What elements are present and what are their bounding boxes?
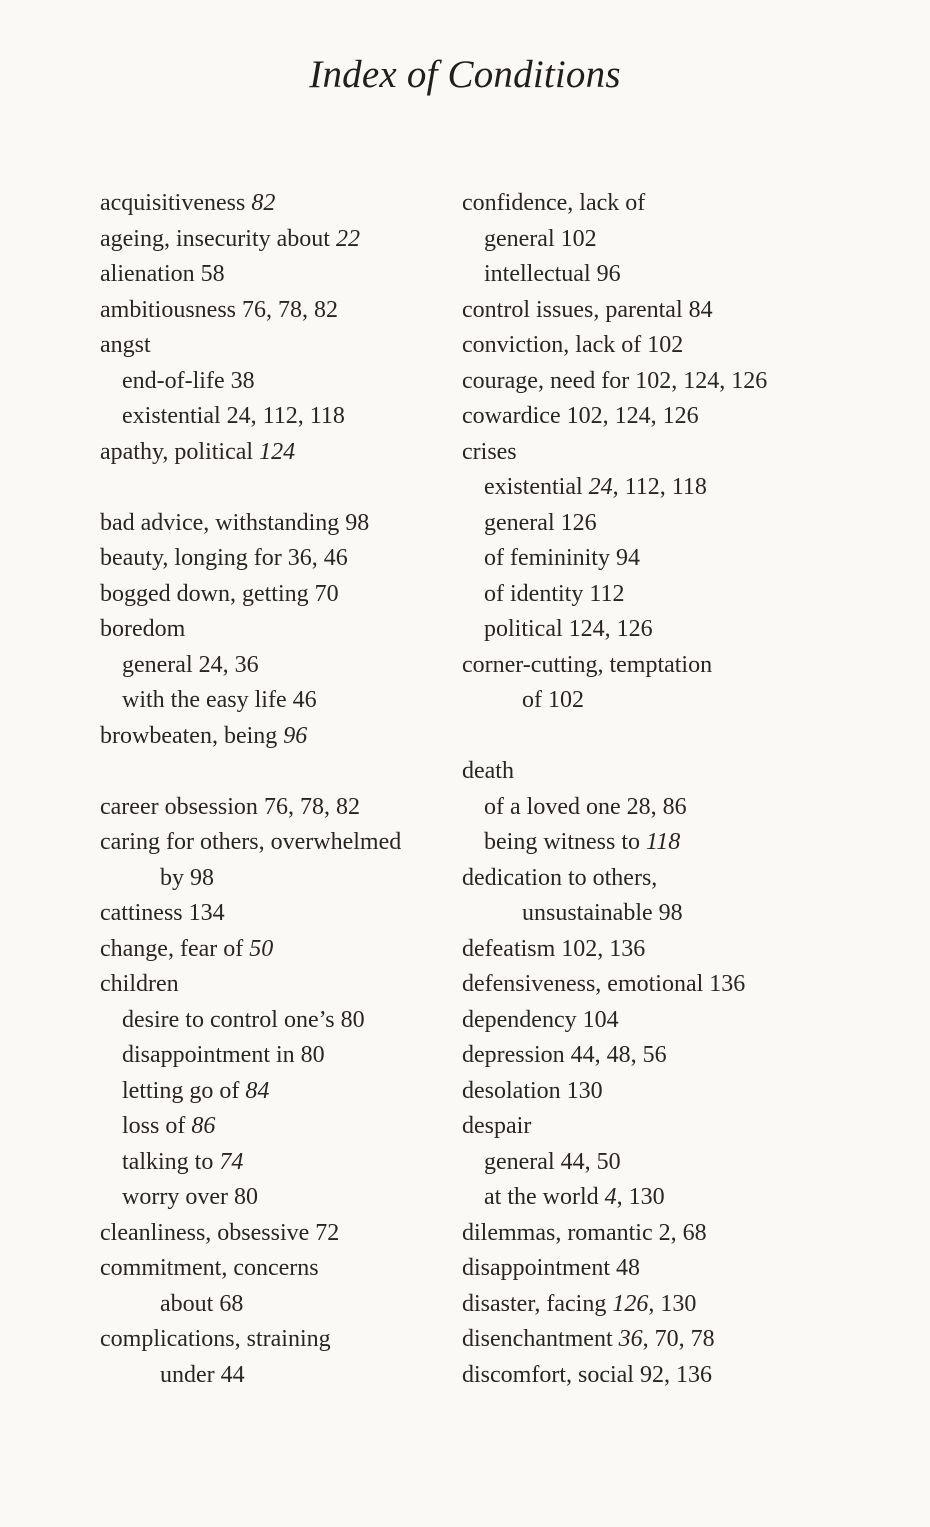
index-subentry — [100, 1109, 490, 1145]
index-subentry — [100, 1145, 490, 1181]
entry-pages — [567, 1078, 603, 1104]
page-number: 136 — [609, 935, 646, 962]
entry-pages — [249, 936, 273, 962]
page-number: 50 — [596, 1148, 621, 1175]
entry-term: talking to — [122, 1148, 214, 1175]
index-continuation — [100, 1358, 490, 1394]
index-entry — [100, 1322, 490, 1358]
page-number: 28 — [626, 793, 651, 820]
index-entry — [462, 1251, 832, 1287]
entry-term: death — [462, 758, 514, 784]
index-entry — [100, 506, 490, 542]
index-entry — [462, 932, 832, 968]
page-number: 50 — [249, 935, 274, 962]
index-entry — [100, 186, 490, 222]
page-number: 134 — [188, 900, 225, 926]
entry-term: bogged down, getting — [100, 580, 309, 607]
page-number: 36 — [287, 545, 312, 571]
page-number: 124 — [614, 403, 651, 429]
index-entry — [462, 648, 832, 684]
section-gap — [100, 470, 490, 506]
entry-term: alienation — [100, 261, 195, 287]
entry-pages: 44, 50 — [560, 1148, 621, 1175]
entry-term: depression — [462, 1042, 565, 1068]
index-subentry — [100, 1074, 490, 1110]
entry-term: dedication to others, — [462, 864, 658, 891]
entry-pages — [589, 581, 624, 607]
page-number: 102 — [566, 403, 603, 429]
entry-term: confidence, lack of — [462, 190, 646, 216]
index-subentry — [462, 612, 832, 648]
index-entry — [100, 1251, 490, 1287]
page-number: 126 — [662, 403, 699, 429]
page-number: 82 — [251, 190, 276, 216]
index-column-right — [462, 186, 832, 1393]
page-number: 118 — [309, 403, 345, 429]
index-subentry — [100, 648, 490, 684]
entry-term: disenchantment — [462, 1326, 613, 1352]
page-number: 124 — [568, 616, 605, 642]
index-entry — [100, 222, 490, 258]
entry-term: control issues, parental — [462, 296, 683, 323]
entry-term: existential — [122, 403, 221, 429]
page-number: 96 — [596, 261, 621, 287]
entry-pages — [219, 1291, 243, 1317]
entry-pages — [221, 1362, 245, 1388]
page-number: 102 — [647, 332, 684, 358]
entry-pages — [548, 687, 584, 713]
page-number: 46 — [323, 545, 348, 571]
entry-term: general — [484, 225, 555, 252]
page-number: 68 — [219, 1290, 244, 1317]
page-number: 126 — [612, 1290, 649, 1317]
entry-term: apathy, political — [100, 438, 254, 465]
page-number: 126 — [616, 616, 653, 642]
page-number: 102 — [635, 367, 672, 394]
entry-term: unsustainable — [522, 900, 653, 926]
page-number: 92 — [639, 1361, 664, 1388]
entry-term: angst — [100, 332, 151, 358]
entry-pages — [201, 261, 225, 287]
entry-term: disaster, facing — [462, 1290, 607, 1317]
index-subentry — [462, 1180, 832, 1216]
index-entry — [462, 186, 832, 222]
index-subentry — [100, 1003, 490, 1039]
page-number: 124 — [683, 367, 720, 394]
entry-pages — [341, 1007, 365, 1033]
entry-term: commitment, concerns — [100, 1255, 319, 1281]
index-entry — [100, 719, 490, 755]
page-number: 48 — [615, 1255, 640, 1281]
index-entry — [462, 754, 832, 790]
entry-term: desolation — [462, 1077, 561, 1104]
page-number: 82 — [335, 793, 360, 820]
index-subentry — [462, 1145, 832, 1181]
entry-pages — [190, 865, 214, 891]
entry-term: desire to control one’s — [122, 1006, 335, 1033]
page-number: 44 — [570, 1042, 595, 1068]
entry-term: despair — [462, 1113, 532, 1139]
page-number: 86 — [662, 793, 687, 820]
entry-term: worry over — [122, 1184, 228, 1210]
index-entry — [100, 932, 490, 968]
entry-term: defeatism — [462, 935, 556, 962]
index-entry — [462, 1074, 832, 1110]
page-title: Index of Conditions — [309, 53, 621, 96]
entry-term: discomfort, social — [462, 1361, 634, 1388]
page-number: 24 — [198, 651, 223, 678]
entry-pages — [561, 226, 597, 252]
page-number: 46 — [292, 687, 317, 713]
entry-pages — [646, 829, 680, 855]
page-number: 36 — [618, 1326, 643, 1352]
index-subentry — [462, 257, 832, 293]
page-number: 130 — [566, 1077, 603, 1104]
page-number: 36 — [234, 651, 259, 678]
page-number: 104 — [582, 1006, 619, 1033]
entry-term: bad advice, withstanding — [100, 509, 340, 536]
index-entry — [462, 1322, 832, 1358]
page-number: 70 — [654, 1326, 679, 1352]
entry-pages — [597, 261, 621, 287]
entry-term: about — [160, 1290, 214, 1317]
entry-pages — [219, 1149, 243, 1175]
entry-term: of femininity — [484, 545, 610, 571]
page-number: 44 — [560, 1148, 585, 1175]
entry-pages — [315, 1220, 339, 1246]
page-number: 76 — [263, 793, 288, 820]
page-number: 76 — [242, 296, 266, 323]
entry-pages — [583, 1007, 619, 1033]
entry-pages: 36, 70, 78 — [618, 1326, 715, 1352]
entry-pages — [259, 439, 295, 465]
page-number: 136 — [709, 971, 746, 997]
page-number: 78 — [299, 793, 324, 820]
index-subentry — [462, 825, 832, 861]
page-number: 124 — [259, 438, 296, 465]
index-subentry — [462, 541, 832, 577]
index-column-left — [100, 186, 490, 1393]
page-number: 86 — [191, 1113, 216, 1139]
entry-term: children — [100, 971, 179, 997]
page-number: 96 — [283, 722, 308, 749]
index-continuation — [100, 1287, 490, 1323]
entry-term: conviction, lack of — [462, 332, 642, 358]
index-continuation — [462, 896, 832, 932]
entry-term: with the easy life — [122, 687, 287, 713]
page-number: 80 — [300, 1042, 325, 1068]
index-entry — [100, 896, 490, 932]
page-number: 38 — [230, 367, 255, 394]
entry-term: of identity — [484, 580, 584, 607]
entry-pages — [245, 1078, 269, 1104]
index-entry — [100, 825, 490, 861]
entry-term: browbeaten, being — [100, 722, 278, 749]
entry-term: change, fear of — [100, 935, 244, 962]
index-entry — [462, 1216, 832, 1252]
page-number: 98 — [345, 509, 370, 536]
entry-pages: 124, 126 — [568, 616, 653, 642]
entry-pages — [234, 1184, 258, 1210]
index-subentry — [100, 1038, 490, 1074]
page-number: 74 — [219, 1148, 244, 1175]
entry-pages: 44, 48, 56 — [570, 1042, 667, 1068]
index-entry — [100, 541, 490, 577]
entry-pages: 102, 124, 126 — [566, 403, 699, 429]
index-subentry — [100, 399, 490, 435]
page-number: 80 — [340, 1006, 365, 1033]
page-number: 72 — [315, 1219, 340, 1246]
entry-term: being witness to — [484, 829, 640, 855]
entry-term: existential — [484, 474, 583, 500]
index-entry — [100, 967, 490, 1003]
entry-term: dependency — [462, 1006, 577, 1033]
entry-term: career obsession — [100, 793, 258, 820]
entry-term: end-of-life — [122, 367, 225, 394]
entry-term: cleanliness, obsessive — [100, 1219, 310, 1246]
entry-pages: 102, 124, 126 — [635, 367, 768, 394]
index-subentry — [100, 364, 490, 400]
entry-term: cowardice — [462, 403, 561, 429]
index-entry — [462, 293, 832, 329]
entry-pages — [561, 510, 597, 536]
page-number: 126 — [560, 509, 597, 536]
index-entry — [462, 1109, 832, 1145]
page-number: 112 — [624, 474, 660, 500]
entry-pages — [336, 226, 360, 252]
entry-pages: 4, 130 — [604, 1184, 665, 1210]
index-entry — [462, 364, 832, 400]
page-number: 98 — [190, 864, 214, 891]
entry-pages — [231, 368, 255, 394]
index-entry — [462, 328, 832, 364]
entry-term: general — [484, 509, 555, 536]
index-subentry — [462, 790, 832, 826]
page-number: 84 — [245, 1077, 270, 1104]
page-number: 58 — [200, 261, 225, 287]
entry-pages — [283, 723, 307, 749]
page-number: 70 — [314, 580, 339, 607]
index-entry — [462, 1287, 832, 1323]
entry-pages — [616, 545, 640, 571]
entry-pages — [293, 687, 317, 713]
entry-term: boredom — [100, 616, 186, 642]
entry-pages — [689, 297, 713, 323]
page-number: 22 — [335, 225, 360, 252]
section-gap — [100, 754, 490, 790]
index-entry — [462, 861, 832, 897]
index-entry — [100, 612, 490, 648]
index-subentry — [462, 577, 832, 613]
index-entry — [462, 1003, 832, 1039]
page-number: 94 — [615, 545, 640, 571]
entry-term: at the world — [484, 1184, 599, 1210]
entry-term: disappointment — [462, 1255, 610, 1281]
section-gap — [462, 719, 832, 755]
index-entry — [100, 293, 490, 329]
entry-term: loss of — [122, 1113, 186, 1139]
page-number: 4 — [604, 1184, 617, 1210]
entry-term: under — [160, 1361, 215, 1388]
entry-pages: 24, 112, 118 — [588, 474, 707, 500]
entry-term: corner-cutting, temptation — [462, 651, 713, 678]
entry-term: cattiness — [100, 900, 183, 926]
page-number: 68 — [682, 1219, 707, 1246]
entry-pages: 102, 136 — [561, 935, 646, 962]
page-number: 82 — [314, 296, 338, 323]
entry-term: disappointment in — [122, 1042, 295, 1068]
page-number: 56 — [642, 1042, 667, 1068]
index-subentry — [462, 222, 832, 258]
entry-term: ambitiousness — [100, 296, 236, 323]
entry-pages: 36, 46 — [287, 545, 348, 571]
entry-term: crises — [462, 438, 517, 465]
entry-term: general — [122, 651, 193, 678]
entry-pages: 24, 36 — [198, 651, 259, 678]
entry-pages: 76, 78, 82 — [263, 793, 360, 820]
index-entry — [462, 399, 832, 435]
index-subentry — [100, 1180, 490, 1216]
index-entry — [462, 435, 832, 471]
index-subentry — [462, 470, 832, 506]
page-number: 24 — [588, 474, 613, 500]
page-number: 102 — [561, 935, 598, 962]
index-subentry — [100, 683, 490, 719]
entry-pages: 2, 68 — [658, 1219, 707, 1246]
index-entry — [462, 967, 832, 1003]
entry-pages — [647, 332, 683, 358]
page-number: 136 — [675, 1361, 712, 1388]
entry-pages: 24, 112, 118 — [226, 403, 345, 429]
entry-term: caring for others, overwhelmed — [100, 829, 402, 855]
page-number: 78 — [690, 1326, 715, 1352]
page-number: 130 — [660, 1290, 697, 1317]
entry-term: dilemmas, romantic — [462, 1219, 653, 1246]
entry-pages — [345, 510, 369, 536]
entry-pages — [301, 1042, 325, 1068]
entry-pages — [315, 581, 339, 607]
entry-term: general — [484, 1148, 555, 1175]
entry-pages: 76, 78, 82 — [242, 296, 338, 323]
entry-pages — [189, 900, 225, 926]
index-entry — [100, 1216, 490, 1252]
index-entry — [100, 435, 490, 471]
index-entry — [100, 790, 490, 826]
index-continuation — [462, 683, 832, 719]
entry-term: letting go of — [122, 1077, 240, 1104]
page-number: 130 — [628, 1184, 665, 1210]
index-entry — [100, 257, 490, 293]
index-subentry — [462, 506, 832, 542]
entry-term: intellectual — [484, 261, 591, 287]
entry-term: defensiveness, emotional — [462, 971, 704, 997]
entry-pages — [616, 1255, 640, 1281]
entry-pages — [659, 900, 683, 926]
entry-term: by — [160, 864, 184, 891]
entry-term: of a loved one — [484, 793, 621, 820]
page-number: 2 — [658, 1219, 671, 1246]
page-number: 112 — [589, 580, 625, 607]
entry-term: acquisitiveness — [100, 190, 246, 216]
entry-term: ageing, insecurity about — [100, 225, 330, 252]
page-number: 118 — [646, 829, 681, 855]
index-entry — [100, 577, 490, 613]
page-number: 48 — [606, 1042, 631, 1068]
page-number: 102 — [548, 687, 584, 713]
entry-pages: 92, 136 — [639, 1361, 712, 1388]
page-number: 44 — [220, 1361, 245, 1388]
page-number: 78 — [278, 296, 302, 323]
page-number: 80 — [233, 1184, 258, 1210]
entry-term: of — [522, 687, 542, 713]
page-number: 112 — [262, 403, 298, 429]
page-number: 102 — [560, 225, 597, 252]
entry-term: courage, need for — [462, 367, 630, 394]
page-number: 84 — [688, 296, 713, 323]
page-number: 24 — [226, 403, 251, 429]
page-number: 98 — [658, 900, 683, 926]
entry-pages: 28, 86 — [626, 793, 687, 820]
entry-pages — [709, 971, 745, 997]
page-number: 126 — [731, 367, 768, 394]
index-entry — [100, 328, 490, 364]
entry-term: complications, straining — [100, 1326, 331, 1352]
entry-term: political — [484, 616, 563, 642]
index-entry — [462, 1038, 832, 1074]
index-entry — [462, 1358, 832, 1394]
entry-pages — [251, 190, 275, 216]
entry-pages — [191, 1113, 215, 1139]
index-continuation — [100, 861, 490, 897]
page-number: 118 — [671, 474, 707, 500]
entry-term: beauty, longing for — [100, 545, 282, 571]
entry-pages: 126, 130 — [612, 1290, 697, 1317]
